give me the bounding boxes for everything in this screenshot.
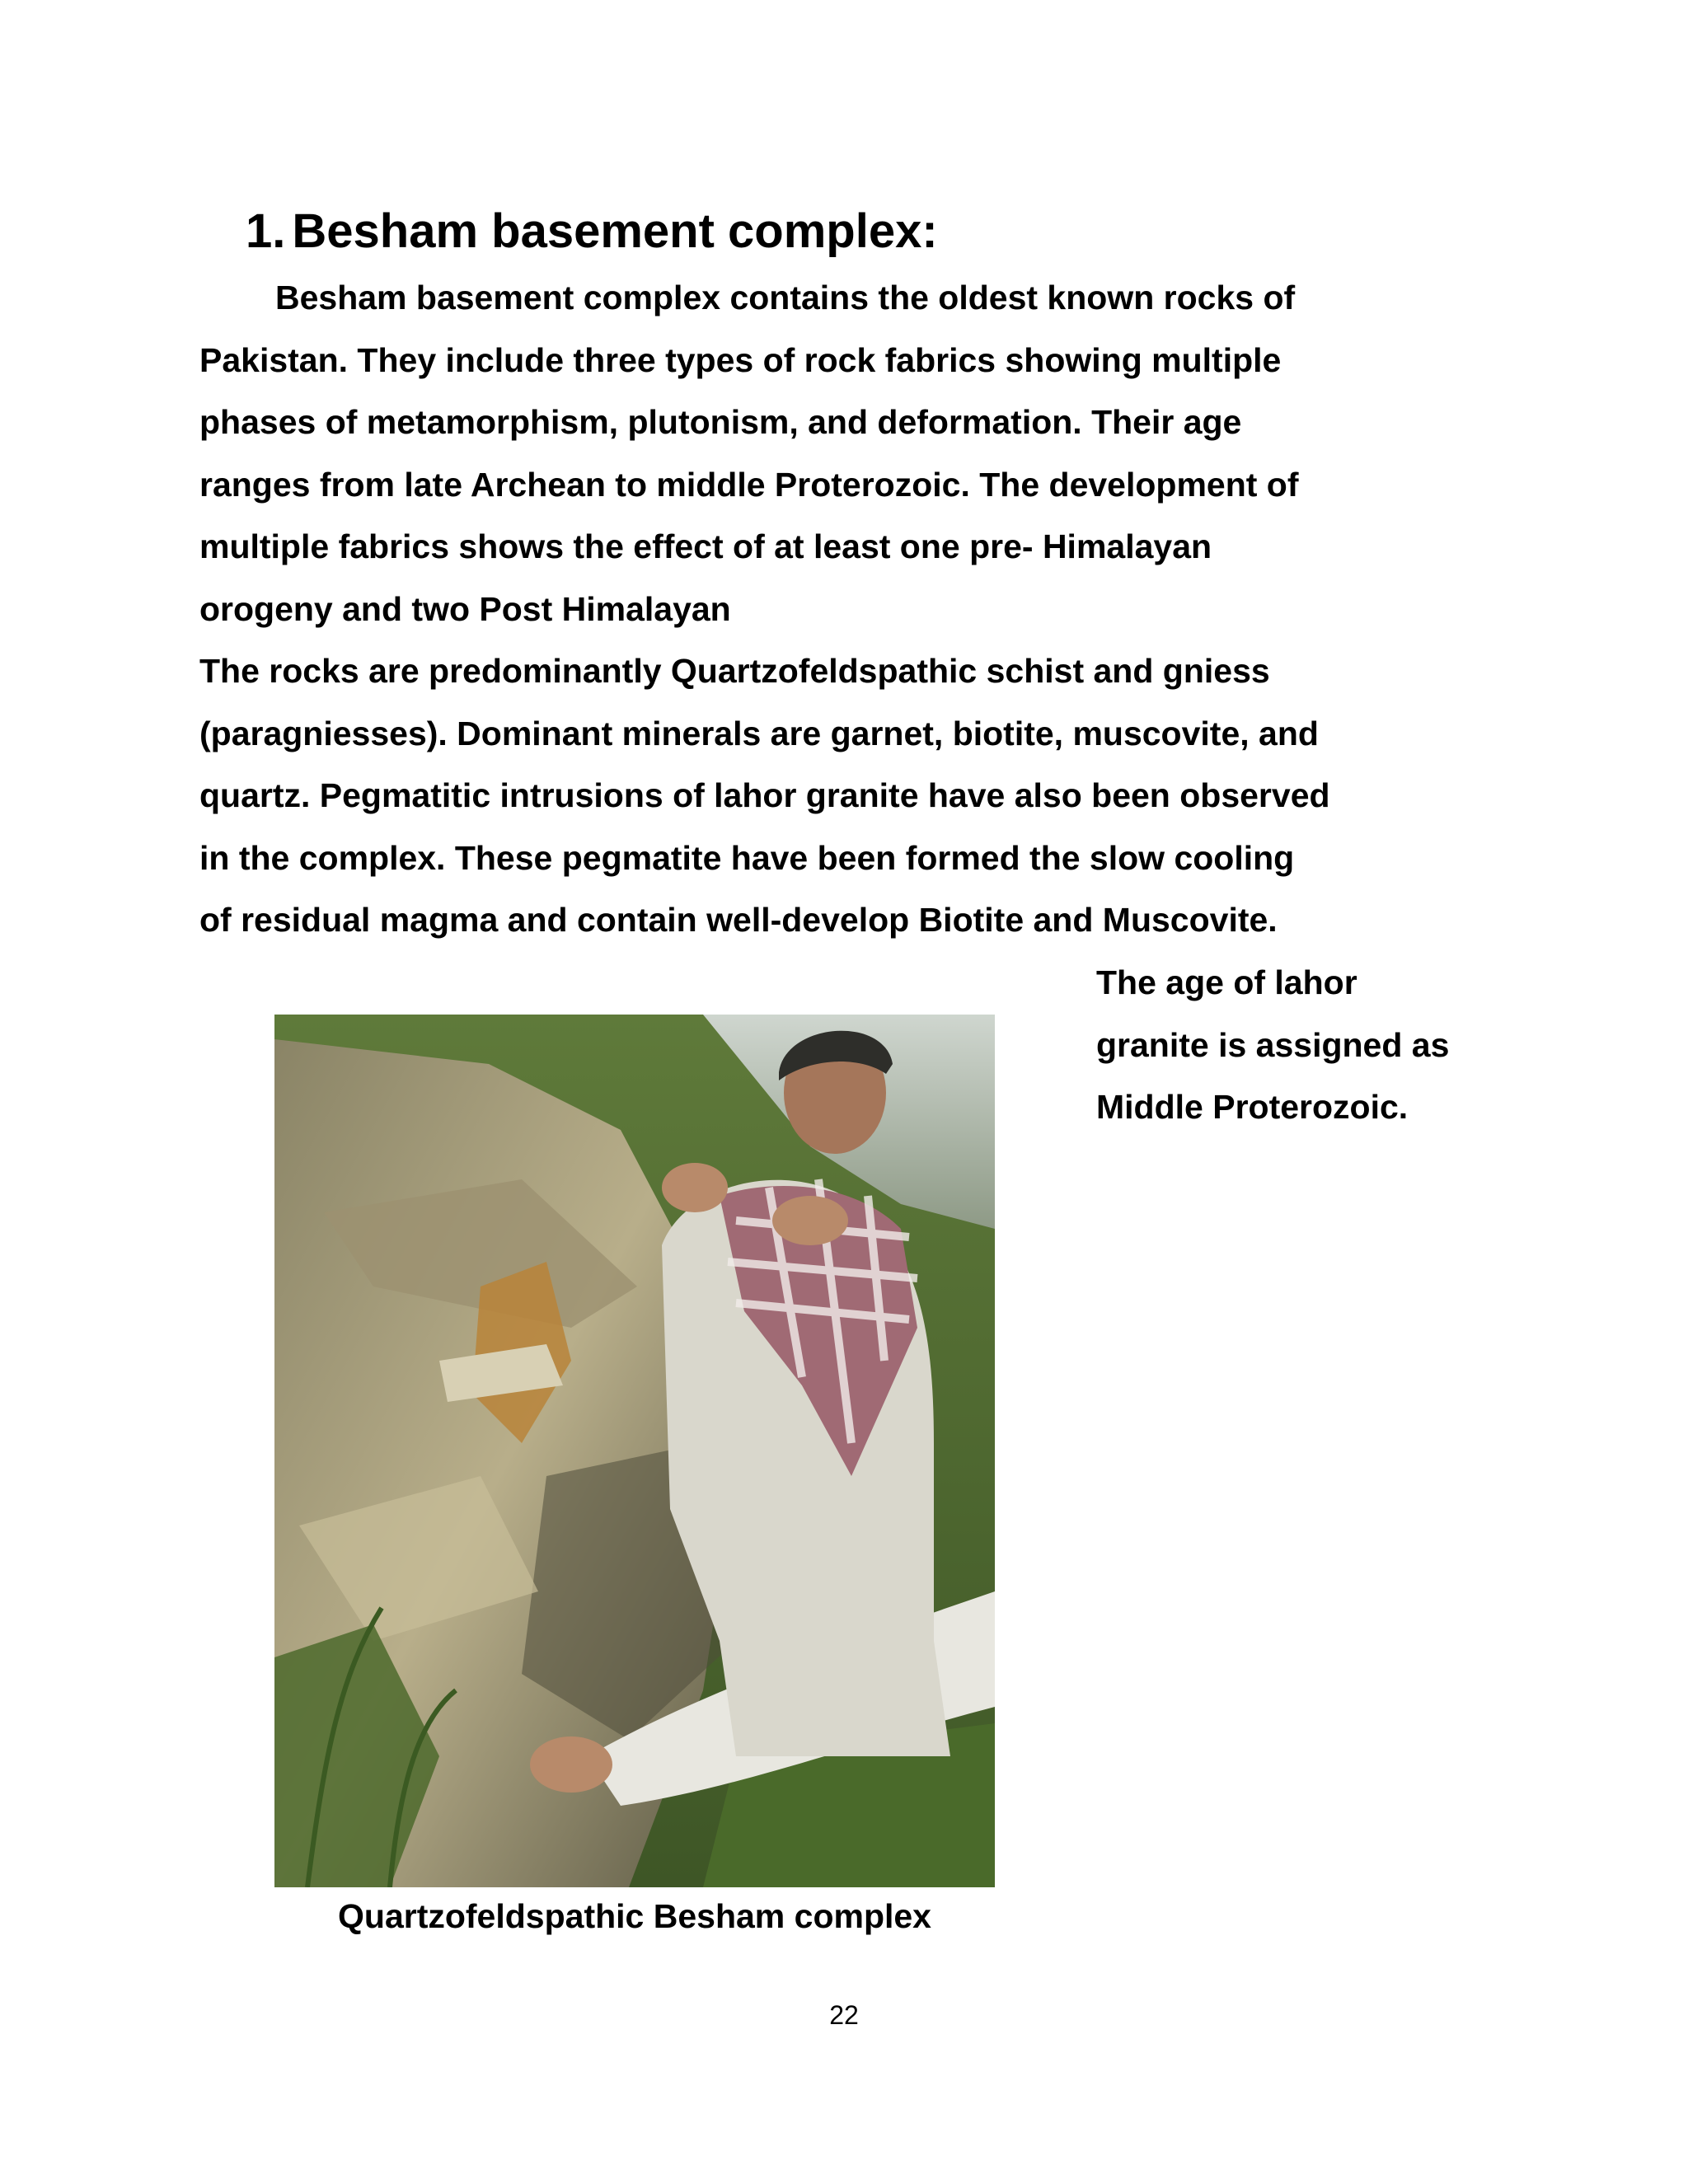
text-line: in the complex. These pegmatite have been formed the slow cooling (199, 838, 1295, 877)
text-line: Besham basement complex contains the oldest known rocks of (275, 279, 1296, 316)
section-number: 1. (246, 204, 286, 258)
text-line: (paragniesses). Dominant minerals are garnet, biotite, muscovite, and (199, 714, 1319, 752)
text-line: Pakistan. They include three types of rock fabrics showing multiple (199, 340, 1282, 379)
person-hand-right (772, 1196, 848, 1245)
page-number: 22 (829, 2000, 859, 2030)
paragraph-intro (199, 267, 1502, 640)
person-hand-left (662, 1163, 728, 1212)
text-line: quartz. Pegmatitic intrusions of lahor granite have also been observed (199, 776, 1330, 814)
text-line: Middle Proterozoic. (1096, 1088, 1409, 1126)
person-hand (530, 1736, 612, 1793)
section-heading (246, 194, 938, 269)
figure-caption: Quartzofeldspathic Besham complex (338, 1897, 931, 1935)
text-line: phases of metamorphism, plutonism, and deformation. Their age (199, 403, 1242, 441)
text-line: granite is assigned as (1096, 1025, 1450, 1064)
field-photo-outcrop (274, 1015, 995, 1887)
photo-illustration (274, 1015, 995, 1887)
text-line: orogeny and two Post Himalayan (199, 589, 731, 628)
text-line: ranges from late Archean to middle Proterozoic. The development of (199, 465, 1299, 504)
text-line: The age of lahor (1096, 963, 1357, 1001)
side-note-lahor-granite-age (1096, 952, 1449, 1139)
text-line: multiple fabrics shows the effect of at least one pre- Himalayan (199, 527, 1212, 565)
section-title: Besham basement complex: (292, 204, 938, 258)
paragraph-rocks (199, 640, 1502, 952)
text-line: of residual magma and contain well-develop Biotite and Muscovite. (199, 901, 1278, 939)
text-line: The rocks are predominantly Quartzofeldspathic schist and gniess (199, 652, 1270, 690)
